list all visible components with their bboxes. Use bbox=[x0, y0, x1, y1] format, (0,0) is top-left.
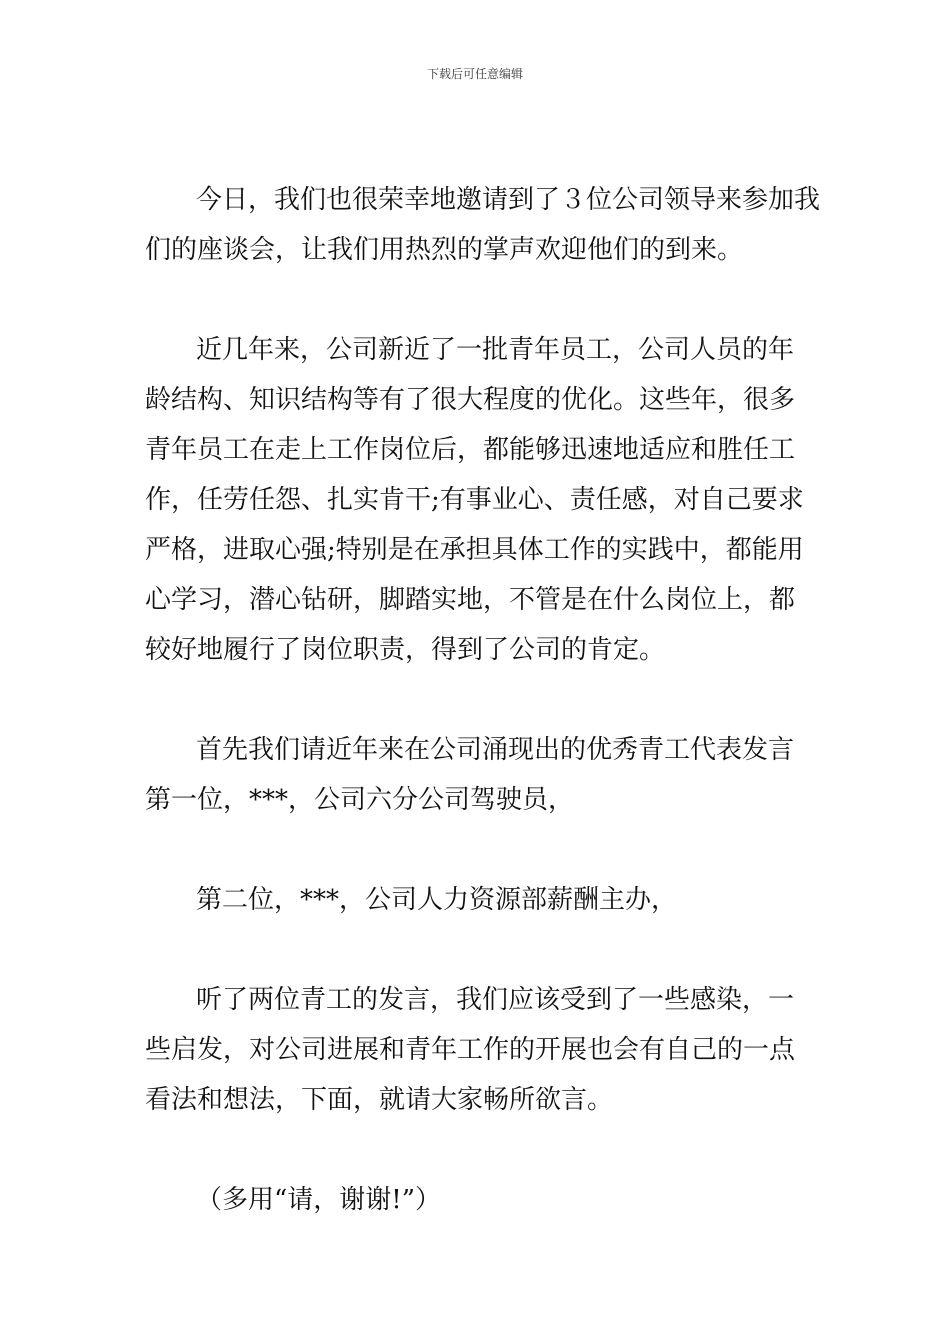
paragraph-line: 今日，我们也很荣幸地邀请到了３位公司领导来参加我 bbox=[196, 185, 821, 215]
paragraph-line: 看法和想法，下面，就请大家畅所欲言。 bbox=[145, 1085, 614, 1115]
paragraph-line: 近几年来，公司新近了一批青年员工，公司人员的年 bbox=[196, 335, 795, 365]
paragraph-line: 严格，进取心强;特别是在承担具体工作的实践中，都能用 bbox=[145, 535, 804, 565]
paragraph-line: 些启发，对公司进展和青年工作的开展也会有自己的一点 bbox=[145, 1035, 796, 1065]
paragraph-line: 们的座谈会，让我们用热烈的掌声欢迎他们的到来。 bbox=[145, 235, 744, 265]
paragraph-line: 首先我们请近年来在公司涌现出的优秀青工代表发言 bbox=[196, 735, 795, 765]
paragraph-line: 青年员工在走上工作岗位后，都能够迅速地适应和胜任工 bbox=[145, 435, 796, 465]
paragraph-line: 第二位，***，公司人力资源部薪酬主办， bbox=[196, 885, 678, 915]
paragraph-line: 听了两位青工的发言，我们应该受到了一些感染，一 bbox=[196, 985, 795, 1015]
page-header-note: 下载后可任意编辑 bbox=[426, 67, 523, 81]
paragraph-line: 作，任劳任怨、扎实肯干;有事业心、责任感，对自己要求 bbox=[145, 485, 804, 515]
paragraph-line: 第一位，***，公司六分公司驾驶员， bbox=[145, 785, 575, 815]
paragraph-line: 心学习，潜心钻研，脚踏实地，不管是在什么岗位上，都 bbox=[145, 585, 796, 615]
paragraph-line: （多用“请，谢谢!”） bbox=[196, 1185, 442, 1215]
paragraph-line: 较好地履行了岗位职责，得到了公司的肯定。 bbox=[145, 635, 666, 665]
paragraph-line: 龄结构、知识结构等有了很大程度的优化。这些年，很多 bbox=[145, 385, 796, 415]
